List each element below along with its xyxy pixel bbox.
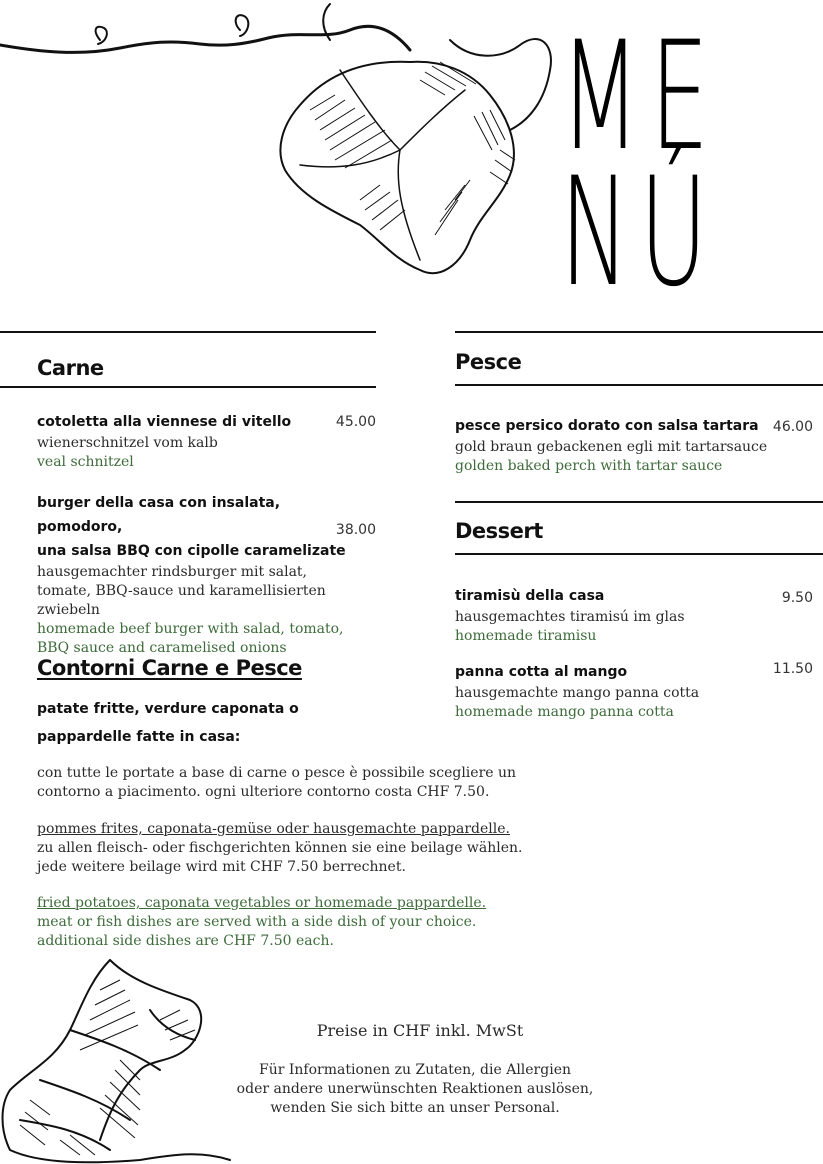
dish-description-english: homemade mango panna cotta	[455, 704, 674, 720]
section-title-carne: Carne	[37, 356, 104, 380]
dish-description-german: wienerschnitzel vom kalb	[37, 435, 218, 451]
text-line: con tutte le portate a base di carne o pesce è possibile scegliere un	[37, 765, 517, 781]
dish-description-german: tomate, BBQ-sauce und karamellisierten	[37, 583, 326, 599]
dish-description-german: hausgemachte mango panna cotta	[455, 685, 700, 701]
menu-item	[455, 414, 775, 476]
menu-item	[37, 491, 347, 658]
divider	[0, 331, 376, 333]
divider	[455, 331, 823, 333]
contorni-heading	[37, 695, 357, 751]
menu-title-line-2: NÚ	[560, 146, 718, 320]
text-line: fried potatoes, caponata vegetables or homemade pappardelle.	[37, 895, 487, 911]
text-line: additional side dishes are CHF 7.50 each.	[37, 933, 334, 949]
text-line: oder andere unerwünschten Reaktionen auslösen,	[236, 1081, 594, 1097]
allergy-note	[200, 1061, 630, 1118]
price-note: Preise in CHF inkl. MwSt	[316, 1021, 524, 1040]
divider	[455, 501, 823, 503]
dish-description-english: BBQ sauce and caramelised onions	[37, 640, 287, 656]
text-line: pommes frites, caponata-gemüse oder hausgemachte pappardelle.	[37, 821, 510, 837]
dish-description-german: zwiebeln	[37, 602, 100, 618]
divider	[455, 384, 823, 386]
menu-item	[455, 660, 765, 722]
dish-description-german: hausgemachtes tiramisú im glas	[455, 609, 685, 625]
contorni-english-text	[37, 894, 537, 951]
dish-name: cotoletta alla viennese di vitello	[37, 414, 292, 430]
dish-description-english: golden baked perch with tartar sauce	[455, 458, 723, 474]
section-title-dessert: Dessert	[455, 519, 543, 543]
divider	[455, 553, 823, 555]
dish-price: 9.50	[781, 590, 813, 606]
menu-item	[455, 584, 765, 646]
dish-price: 45.00	[335, 414, 376, 430]
grape-vine-illustration-top	[0, 0, 560, 300]
dish-name: pesce persico dorato con salsa tartara	[455, 418, 759, 434]
section-title-pesce: Pesce	[455, 350, 522, 374]
menu-title-line-1: ME	[560, 10, 719, 184]
dish-price: 38.00	[335, 522, 376, 538]
section-title-contorni: Contorni Carne e Pesce	[37, 656, 302, 680]
dish-description-english: homemade tiramisu	[455, 628, 597, 644]
dish-name: panna cotta al mango	[455, 664, 628, 680]
text-line: wenden Sie sich bitte an unser Personal.	[270, 1100, 560, 1116]
dish-description-english: veal schnitzel	[37, 454, 134, 470]
grape-vine-illustration-bottom	[0, 950, 250, 1164]
text-line: contorno a piacimento. ogni ulteriore contorno costa CHF 7.50.	[37, 784, 490, 800]
dish-name: una salsa BBQ con cipolle caramelizate	[37, 543, 346, 559]
text-line: Für Informationen zu Zutaten, die Allergien	[259, 1062, 571, 1078]
dish-description-german: hausgemachter rindsburger mit salat,	[37, 564, 307, 580]
dish-description-german: gold braun gebackenen egli mit tartarsauce	[455, 439, 768, 455]
dish-price: 46.00	[772, 419, 813, 435]
divider	[0, 386, 376, 388]
text-line: zu allen fleisch- oder fischgerichten können sie eine beilage wählen.	[37, 840, 523, 856]
text-line: meat or fish dishes are served with a side dish of your choice.	[37, 914, 477, 930]
contorni-heading-line: pappardelle fatte in casa:	[37, 729, 241, 745]
contorni-italian-text	[37, 764, 537, 802]
contorni-heading-line: patate fritte, verdure caponata o	[37, 701, 299, 717]
contorni-german-text	[37, 820, 537, 877]
dish-name: tiramisù della casa	[455, 588, 605, 604]
text-line: jede weitere beilage wird mit CHF 7.50 berrechnet.	[37, 859, 406, 875]
dish-description-english: homemade beef burger with salad, tomato,	[37, 621, 344, 637]
dish-price: 11.50	[772, 661, 813, 677]
menu-item	[37, 410, 337, 472]
dish-name: burger della casa con insalata, pomodoro,	[37, 495, 281, 535]
